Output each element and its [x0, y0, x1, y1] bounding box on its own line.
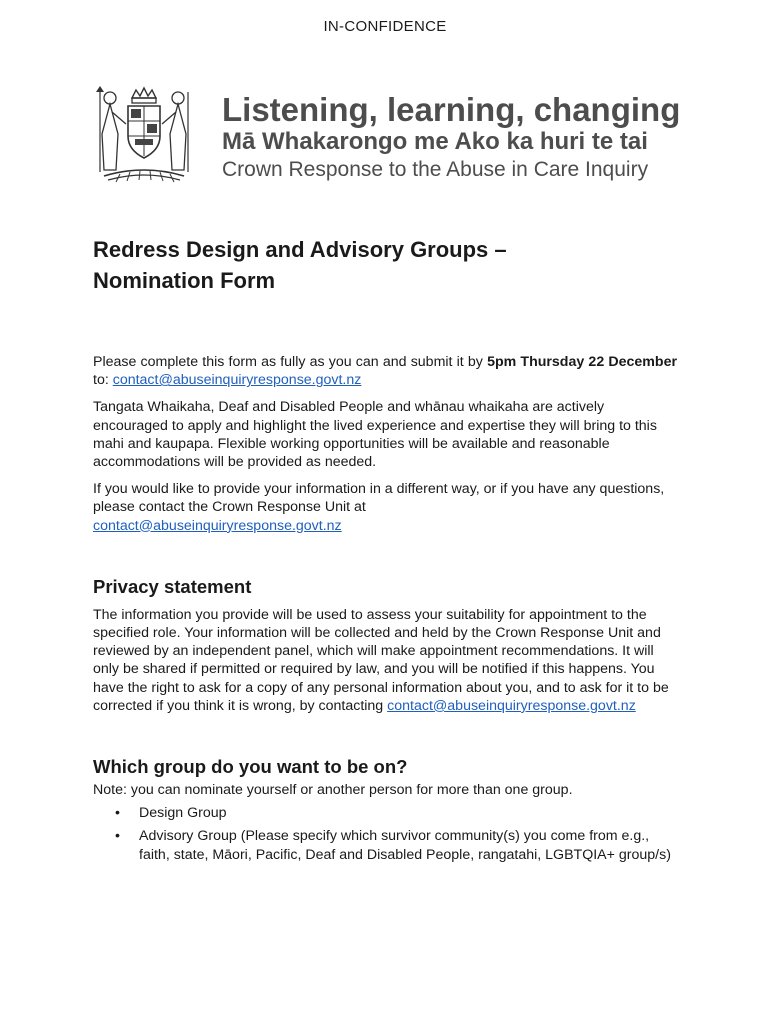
contact-paragraph [93, 480, 677, 535]
option-label: Design Group [139, 805, 227, 822]
list-item-design-group [93, 804, 677, 822]
banner-subtitle-english: Crown Response to the Abuse in Care Inquiry [222, 158, 649, 181]
accessibility-paragraph: Tangata Whaikaha, Deaf and Disabled People and whānau whaikaha are actively encouraged to apply and highlight the lived experience and expertise they will bring to this mahi and kaupapa. Flexible working opportunities will be available and reasonable accommodations will be provided as needed. [93, 399, 657, 471]
bullet-icon: • [115, 805, 120, 822]
program-banner [222, 92, 680, 184]
group-heading: Which group do you want to be on? [93, 756, 408, 778]
group-note: Note: you can nominate yourself or another person for more than one group. [93, 782, 573, 799]
deadline-text: 5pm Thursday 22 December [487, 354, 677, 370]
page-title [93, 234, 677, 296]
classification-label: IN-CONFIDENCE [323, 18, 447, 35]
group-options-list [93, 804, 677, 864]
privacy-email-link[interactable]: contact@abuseinquiryresponse.govt.nz [387, 697, 636, 714]
title-line-1: Redress Design and Advisory Groups – [93, 237, 507, 262]
privacy-heading: Privacy statement [93, 575, 252, 597]
banner-title: Listening, learning, changing [222, 91, 681, 128]
coat-of-arms-logo [90, 84, 198, 186]
intro-text: Please complete this form as fully as you can and submit it by [93, 354, 488, 370]
title-line-2: Nomination Form [93, 268, 276, 293]
contact-email-link[interactable]: contact@abuseinquiryresponse.govt.nz [112, 372, 362, 389]
contact-text: If you would like to provide your information in a different way, or if you have any questions, please contact the Crown Response Unit at [93, 481, 665, 516]
document-body [93, 234, 677, 864]
contact-email-link-2[interactable]: contact@abuseinquiryresponse.govt.nz [93, 517, 342, 534]
bullet-icon: • [115, 828, 120, 845]
intro-to-text: to: [93, 372, 113, 389]
option-label: Advisory Group (Please specify which survivor community(s) you come from e.g., faith, state, Māori, Pacific, Deaf and Disabled People, rangatahi, LGBTQIA+ group/s) [139, 828, 671, 863]
intro-paragraph [93, 353, 677, 389]
list-item-advisory-group [93, 827, 677, 863]
privacy-paragraph [93, 606, 677, 715]
banner-subtitle-maori: Mā Whakarongo me Ako ka huri te tai [222, 128, 648, 155]
privacy-text: The information you provide will be used to assess your suitability for appointment to the specified role. Your information will be collected and held by the Crown Response Unit and reviewed by an independent panel, which will make appointment recommendations. It will only be shared if permitted or required by law, and you will be notified if this happens. You have the right to ask for a copy of any personal information about you, and to ask for it to be corrected if you think it is wrong, by contacting [93, 606, 669, 714]
